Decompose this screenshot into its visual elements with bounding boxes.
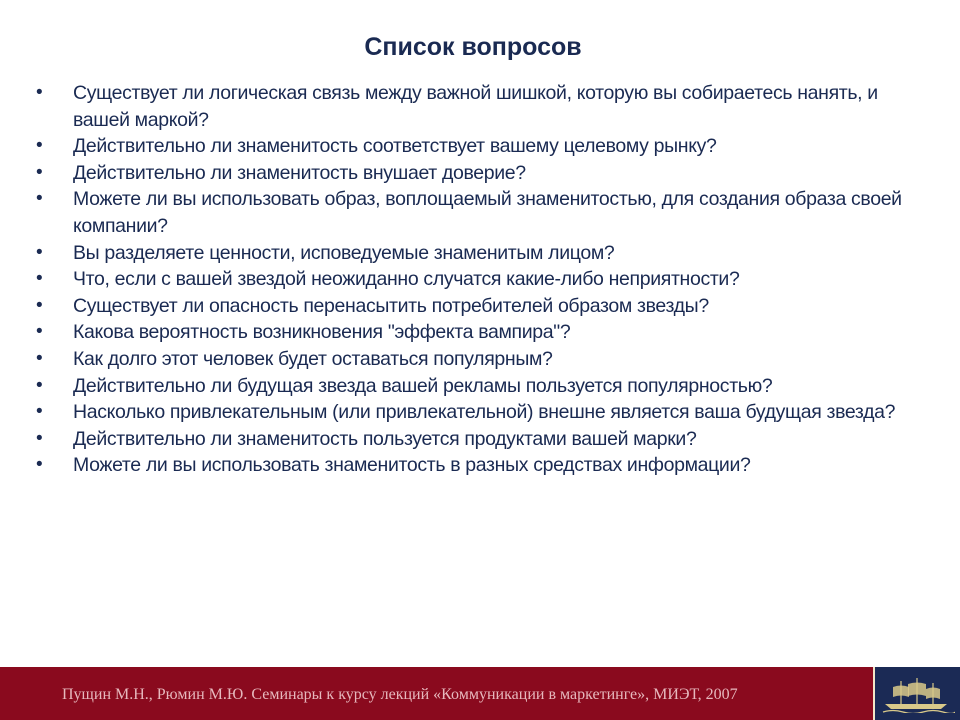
bullet-icon: • bbox=[36, 454, 43, 476]
bullet-icon: • bbox=[36, 401, 43, 423]
ship-logo-graphic bbox=[881, 675, 955, 713]
question-item bbox=[36, 266, 916, 293]
question-text: Действительно ли знаменитость пользуется продуктами вашей марки? bbox=[73, 427, 697, 450]
question-text: Действительно ли будущая звезда вашей рекламы пользуется популярностью? bbox=[73, 374, 773, 397]
slide-title: Список вопросов bbox=[364, 33, 582, 61]
question-text: Существует ли опасность перенасытить потребителей образом звезды? bbox=[73, 294, 709, 317]
question-list bbox=[36, 80, 916, 479]
bullet-icon: • bbox=[36, 294, 43, 316]
question-item bbox=[36, 452, 916, 479]
question-text: Какова вероятность возникновения "эффекта вампира"? bbox=[73, 321, 571, 344]
bullet-icon: • bbox=[36, 241, 43, 263]
question-text: Действительно ли знаменитость внушает доверие? bbox=[73, 161, 526, 184]
bullet-icon: • bbox=[36, 268, 43, 290]
question-item bbox=[36, 373, 916, 400]
question-item bbox=[36, 80, 916, 133]
bullet-icon: • bbox=[36, 374, 43, 396]
footer-credits: Пущин М.Н., Рюмин М.Ю. Семинары к курсу лекций «Коммуникации в маркетинге», МИЭТ, 2007 bbox=[62, 686, 738, 703]
question-text: Можете ли вы использовать знаменитость в разных средствах информации? bbox=[73, 454, 751, 477]
bullet-icon: • bbox=[36, 188, 43, 210]
bullet-icon: • bbox=[36, 427, 43, 449]
question-text: Что, если с вашей звездой неожиданно случатся какие-либо неприятности? bbox=[73, 268, 740, 291]
question-text: Насколько привлекательным (или привлекательной) внешне является ваша будущая звезда? bbox=[73, 401, 896, 424]
bullet-icon: • bbox=[36, 135, 43, 157]
bullet-icon: • bbox=[36, 82, 43, 103]
question-item bbox=[36, 399, 916, 426]
question-item bbox=[36, 426, 916, 453]
bullet-icon: • bbox=[36, 161, 43, 183]
question-text: Действительно ли знаменитость соответствует вашему целевому рынку? bbox=[73, 135, 717, 158]
question-text: Как долго этот человек будет оставаться популярным? bbox=[73, 347, 553, 370]
question-item bbox=[36, 293, 916, 320]
question-text: Существует ли логическая связь между важной шишкой, которую вы собираетесь нанять, и вашей маркой? bbox=[73, 82, 878, 131]
bullet-icon: • bbox=[36, 347, 43, 369]
ship-logo-icon bbox=[873, 667, 960, 720]
question-text: Вы разделяете ценности, исповедуемые знаменитым лицом? bbox=[73, 241, 615, 264]
question-item bbox=[36, 133, 916, 160]
question-item bbox=[36, 240, 916, 267]
question-item bbox=[36, 346, 916, 373]
bullet-icon: • bbox=[36, 321, 43, 343]
question-item bbox=[36, 186, 916, 239]
question-item bbox=[36, 160, 916, 187]
question-text: Можете ли вы использовать образ, воплощаемый знаменитостью, для создания образа своей компании? bbox=[73, 188, 902, 237]
question-item bbox=[36, 319, 916, 346]
